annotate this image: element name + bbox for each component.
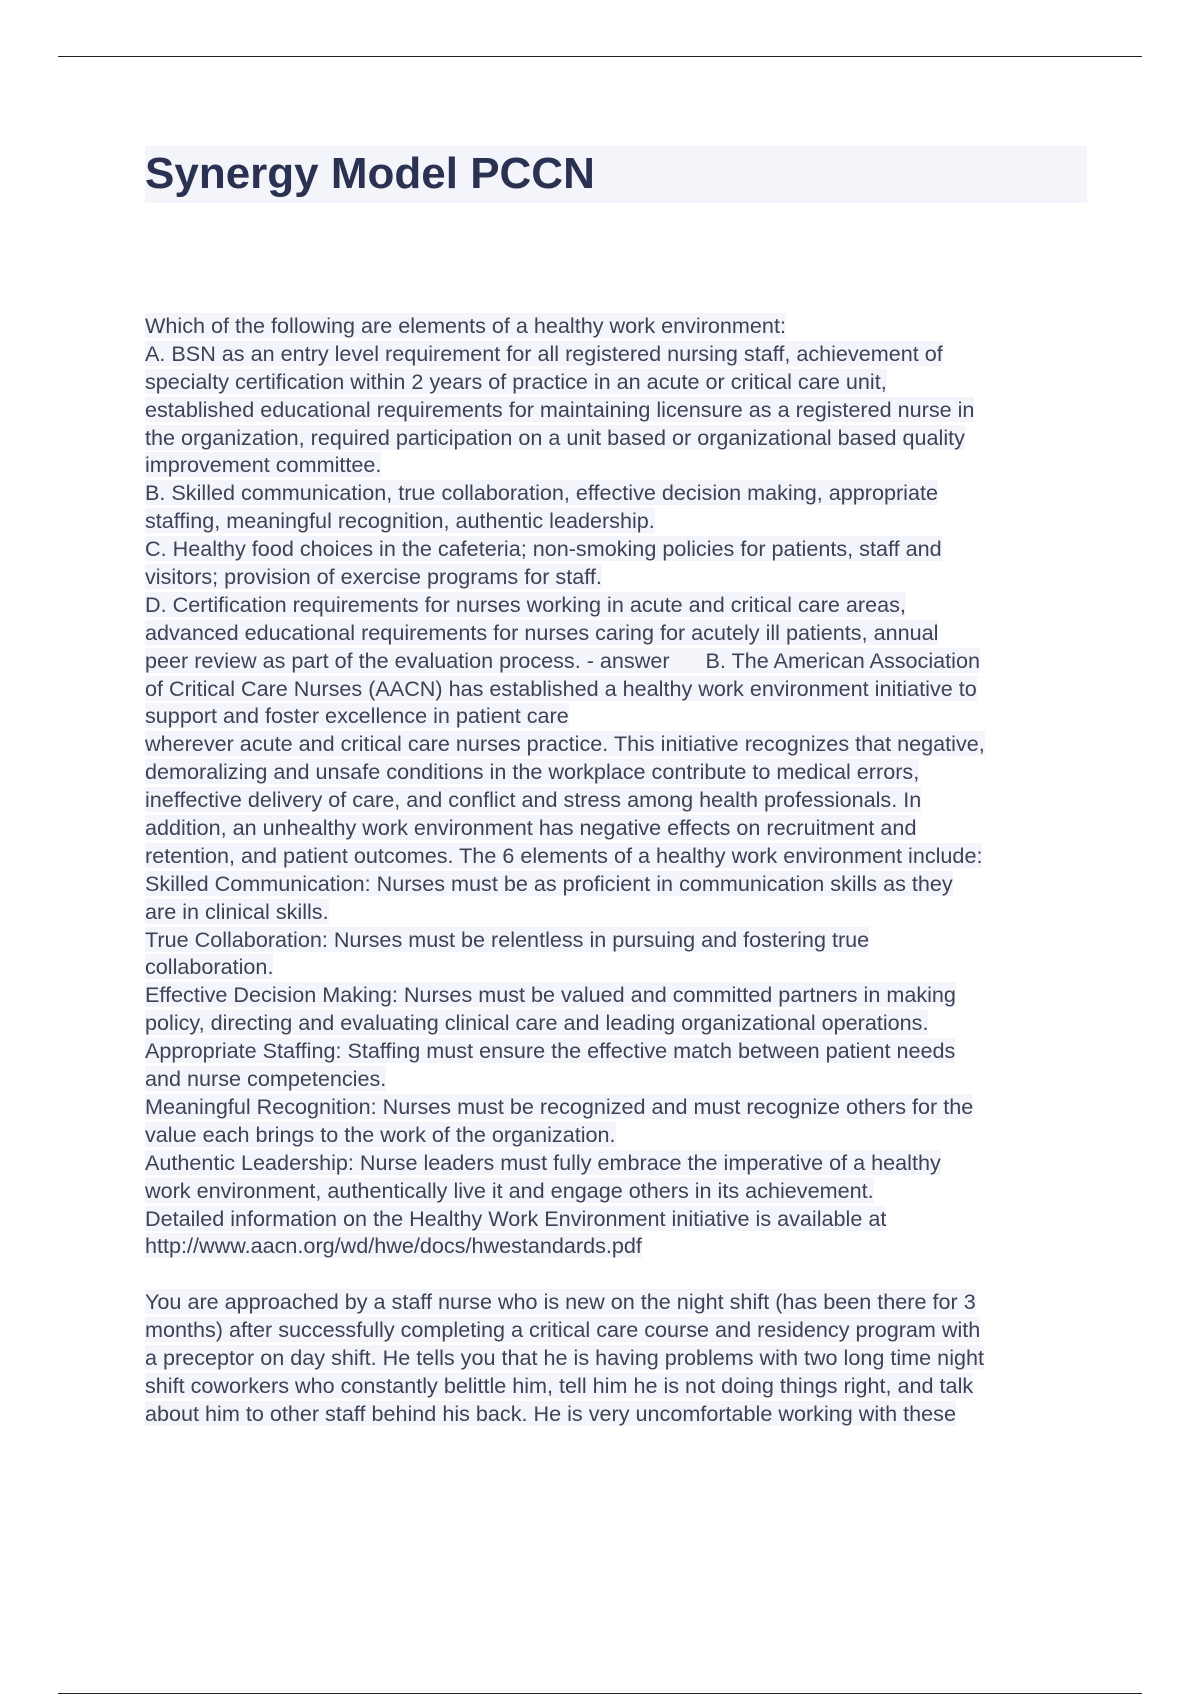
text-line <box>145 758 1090 786</box>
text-line-content: collaboration. <box>145 954 274 980</box>
text-line-content: True Collaboration: Nurses must be relentless in pursuing and fostering true <box>145 926 870 952</box>
paragraph-gap <box>145 1260 1090 1288</box>
text-line <box>145 1400 1090 1428</box>
document-title: Synergy Model PCCN <box>145 149 595 198</box>
text-line <box>145 1009 1090 1037</box>
text-line-content: You are approached by a staff nurse who is new on the night shift (has been there for 3 <box>145 1289 976 1315</box>
text-line <box>145 1288 1090 1316</box>
text-line <box>145 1316 1090 1344</box>
text-line <box>145 1205 1090 1233</box>
text-line <box>145 1344 1090 1372</box>
text-line <box>145 898 1090 926</box>
text-line <box>145 591 1090 619</box>
text-line <box>145 814 1090 842</box>
text-line-content: value each brings to the work of the organization. <box>145 1121 616 1147</box>
text-line <box>145 647 1090 675</box>
text-line <box>145 981 1090 1009</box>
text-line-content: work environment, authentically live it and engage others in its achievement. <box>145 1177 874 1203</box>
text-line-content: D. Certification requirements for nurses working in acute and critical care areas, <box>145 591 906 617</box>
text-line-content: Appropriate Staffing: Staffing must ensure the effective match between patient needs <box>145 1038 956 1064</box>
text-line-content: of Critical Care Nurses (AACN) has established a healthy work environment initiative to <box>145 675 977 701</box>
text-line <box>145 535 1090 563</box>
text-line <box>145 619 1090 647</box>
text-line-content: the organization, required participation on a unit based or organizational based quality <box>145 424 965 450</box>
header-rule <box>58 56 1142 57</box>
text-line-content: established educational requirements for maintaining licensure as a registered nurse in <box>145 396 975 422</box>
text-line <box>145 340 1090 368</box>
text-line-content: shift coworkers who constantly belittle him, tell him he is not doing things right, and talk <box>145 1372 974 1398</box>
text-line <box>145 702 1090 730</box>
text-line <box>145 1372 1090 1400</box>
question-2 <box>145 1288 1090 1427</box>
text-line-content: a preceptor on day shift. He tells you that he is having problems with two long time night <box>145 1344 985 1370</box>
text-line-content: Skilled Communication: Nurses must be as proficient in communication skills as they <box>145 870 953 896</box>
text-line <box>145 953 1090 981</box>
text-line-content: retention, and patient outcomes. The 6 elements of a healthy work environment include: <box>145 842 983 868</box>
text-line-content: Effective Decision Making: Nurses must be valued and committed partners in making <box>145 982 956 1008</box>
text-line <box>145 479 1090 507</box>
text-line <box>145 786 1090 814</box>
text-line <box>145 870 1090 898</box>
text-line-content: staffing, meaningful recognition, authentic leadership. <box>145 508 655 534</box>
text-line-content: A. BSN as an entry level requirement for all registered nursing staff, achievement of <box>145 340 943 366</box>
text-line-content: are in clinical skills. <box>145 898 329 924</box>
text-line-content: demoralizing and unsafe conditions in the workplace contribute to medical errors, <box>145 759 920 785</box>
text-line-content: about him to other staff behind his back. He is very uncomfortable working with these <box>145 1400 956 1426</box>
document-body <box>145 312 1090 1428</box>
question-1 <box>145 312 1090 1260</box>
text-line-content: Authentic Leadership: Nurse leaders must fully embrace the imperative of a healthy <box>145 1149 941 1175</box>
text-line <box>145 396 1090 424</box>
text-line-content: C. Healthy food choices in the cafeteria; non-smoking policies for patients, staff and <box>145 536 942 562</box>
text-line <box>145 451 1090 479</box>
reference-link: http://www.aacn.org/wd/hwe/docs/hwestandards.pdf <box>145 1233 642 1259</box>
text-line-content: Meaningful Recognition: Nurses must be recognized and must recognize others for the <box>145 1093 974 1119</box>
text-line-content: specialty certification within 2 years of practice in an acute or critical care unit, <box>145 368 887 394</box>
text-line-content: support and foster excellence in patient care <box>145 703 569 729</box>
text-line <box>145 312 1090 340</box>
text-line <box>145 1093 1090 1121</box>
text-line-content: wherever acute and critical care nurses practice. This initiative recognizes that negative, <box>145 731 985 757</box>
text-line-content: months) after successfully completing a critical care course and residency program with <box>145 1317 981 1343</box>
text-line <box>145 424 1090 452</box>
text-line <box>145 730 1090 758</box>
text-line <box>145 1177 1090 1205</box>
text-line-content: and nurse competencies. <box>145 1066 387 1092</box>
footer-rule <box>58 1693 1142 1694</box>
text-line <box>145 1037 1090 1065</box>
text-line <box>145 1065 1090 1093</box>
text-line-content: addition, an unhealthy work environment has negative effects on recruitment and <box>145 815 917 841</box>
text-line <box>145 1232 1090 1260</box>
text-line-content: peer review as part of the evaluation process. - answer B. The American Association <box>145 647 980 673</box>
text-line <box>145 1121 1090 1149</box>
text-line-content: improvement committee. <box>145 452 382 478</box>
text-line <box>145 563 1090 591</box>
text-line-content: policy, directing and evaluating clinical care and leading organizational operations. <box>145 1010 929 1036</box>
text-line <box>145 1149 1090 1177</box>
text-line-content: advanced educational requirements for nurses caring for acutely ill patients, annual <box>145 619 939 645</box>
text-line <box>145 675 1090 703</box>
text-line <box>145 842 1090 870</box>
text-line <box>145 926 1090 954</box>
text-line-content: B. Skilled communication, true collaboration, effective decision making, appropriate <box>145 480 938 506</box>
text-line <box>145 368 1090 396</box>
text-line-content: ineffective delivery of care, and conflict and stress among health professionals. In <box>145 787 922 813</box>
text-line-content: Which of the following are elements of a healthy work environment: <box>145 313 786 338</box>
text-line <box>145 507 1090 535</box>
text-line-content: Detailed information on the Healthy Work Environment initiative is available at <box>145 1205 887 1231</box>
text-line-content: visitors; provision of exercise programs for staff. <box>145 564 602 590</box>
